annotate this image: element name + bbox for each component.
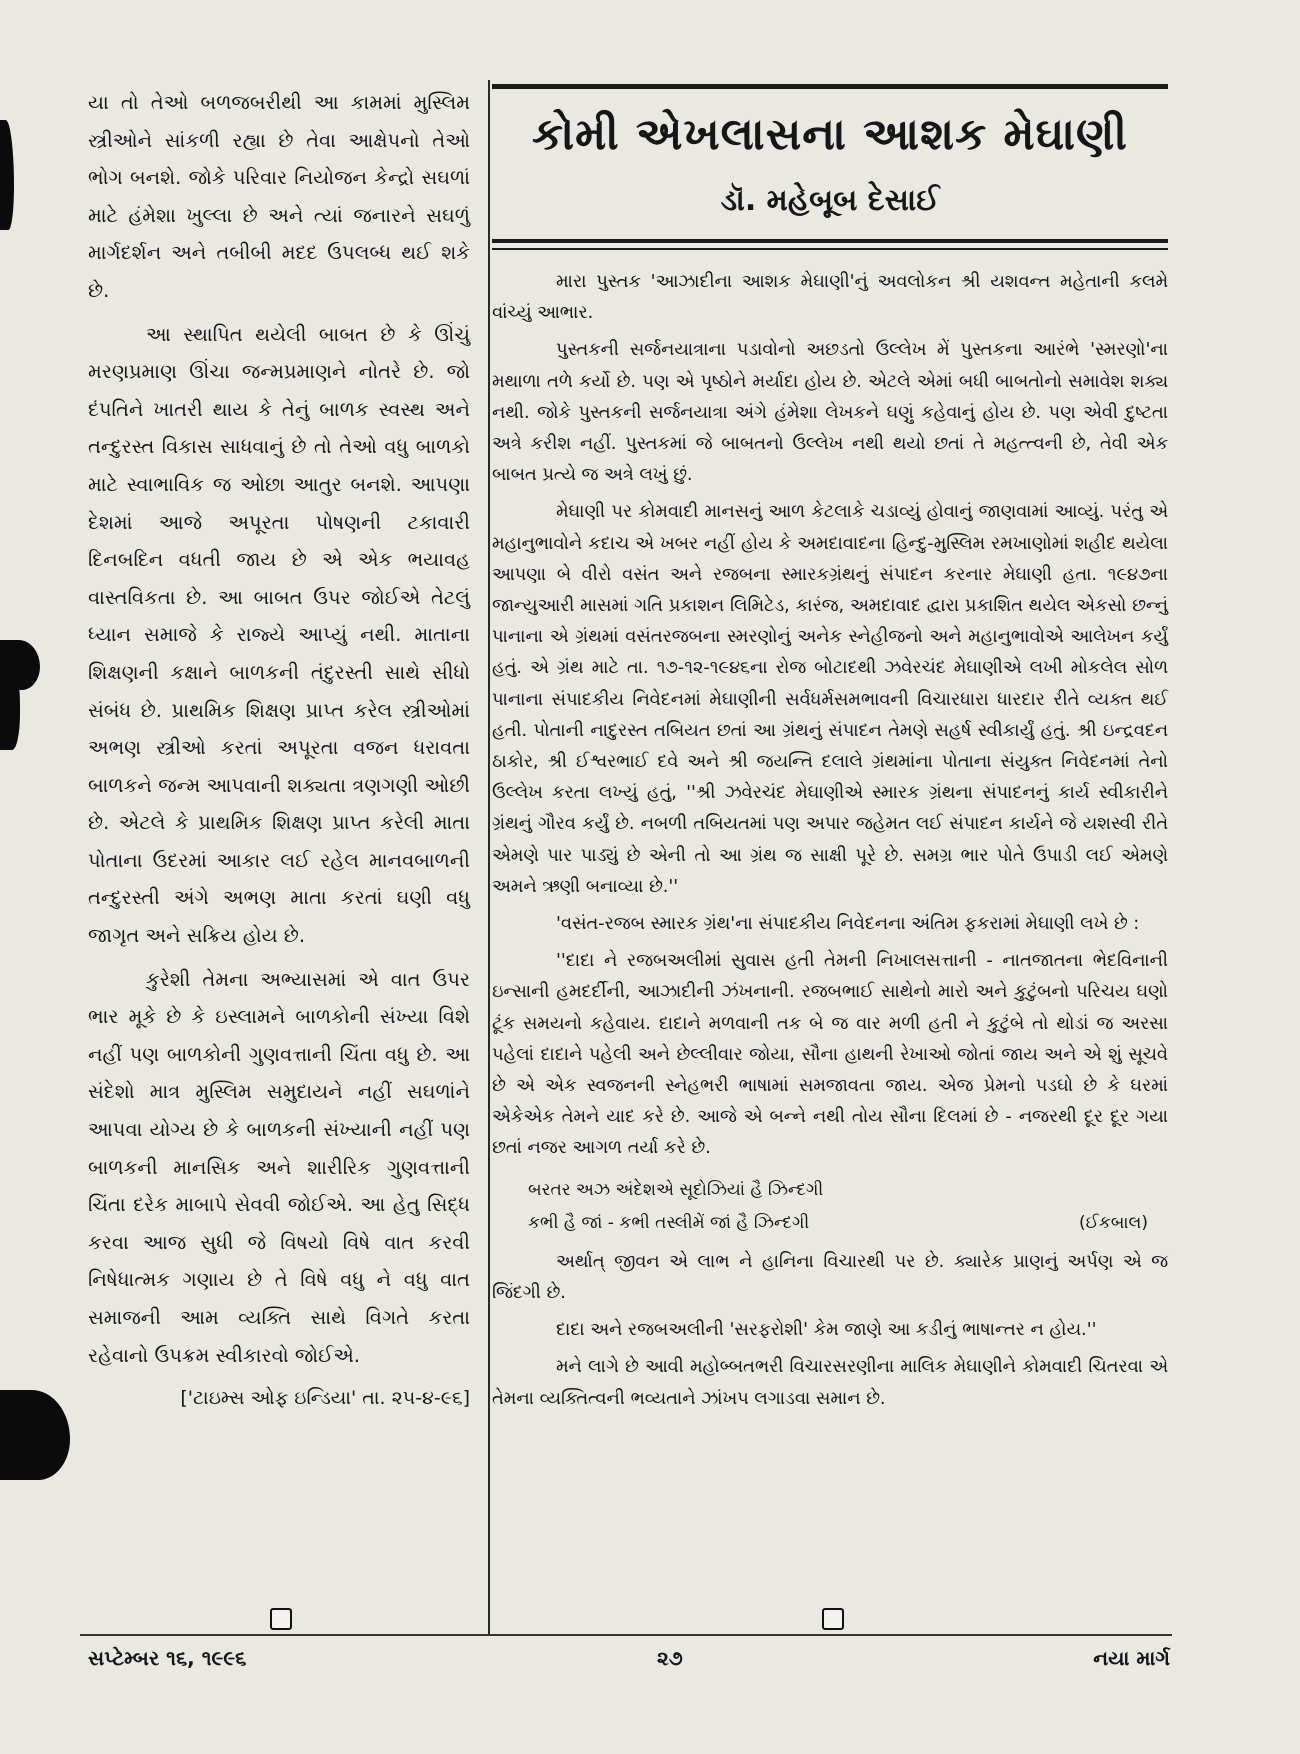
verse-line: કભી હૈ જાં - કભી તસ્લીમેં જાં હૈ ઝિન્દગી — [528, 1212, 810, 1233]
torn-edge-mark — [0, 120, 14, 230]
torn-edge-mark — [0, 660, 20, 750]
footer-rule — [80, 1634, 1172, 1636]
article-paragraph: મને લાગે છે આવી મહોબ્બતભરી વિચારસરણીના માલિક મેઘાણીને કોમવાદી ચિતરવા એ તેમના વ્યક્તિત્વની ભવ્યતાને ઝાંખપ લગાડવા સમાન છે. — [492, 1356, 1168, 1409]
end-mark-icon — [270, 1608, 292, 1630]
article-paragraph: મેઘાણી પર કોમવાદી માનસનું આળ કેટલાકે ચડાવ્યું હોવાનું જાણવામાં આવ્યું. પરંતુ એ મહાનુભાવોને કદાચ એ ખબર નહીં હોય કે અમદાવાદના હિન્દુ-મુસ્લિમ રમખાણોમાં શહીદ થયેલા આપણા બે વીરો વસંત અને રજબના સ્મારકગ્રંથનું સંપાદન કરનાર મેઘાણી હતા. ૧૯૪૭ના જાન્યુઆરી માસમાં ગતિ પ્રકાશન લિમિટેડ, કારંજ, અમદાવાદ દ્વારા પ્રકાશિત થયેલ એકસો છન્નું પાનાના એ ગ્રંથમાં વસંતરજબના સ્મરણોનું અનેક સ્નેહીજનો અને મહાનુભાવોએ આલેખન કર્યું હતું. એ ગ્રંથ માટે તા. ૧૭-૧૨-૧૯૪૬ના રોજ બોટાદથી ઝવેરચંદ મેઘાણીએ લખી મોકલેલ સોળ પાનાના સંપાદકીય નિવેદનમાં મેઘાણીની સર્વધર્મસમભાવની વિચારધારા ધારદાર રીતે વ્યક્ત થઈ હતી. પોતાની નાદુરસ્ત તબિયત છતાં આ ગ્રંથનું સંપાદન તેમણે સહર્ષ સ્વીકાર્યું હતું. શ્રી ઇન્દ્રવદન ઠાકોર, શ્રી ઈશ્વરભાઈ દવે અને શ્રી જયન્તિ દલાલે ગ્રંથમાંના પોતાના સંયુક્ત નિવેદનમાં તેનો ઉલ્લેખ કરતા લખ્યું હતું, ''શ્રી ઝવેરચંદ મેઘાણીએ સ્મારક ગ્રંથના સંપાદનનું કાર્ય સ્વીકારીને ગ્રંથનું ગૌરવ કર્યું છે. નબળી તબિયતમાં પણ અપાર જહેમત લઈ સંપાદન કાર્યને જે યશસ્વી રીતે એમણે પાર પાડ્યું છે એની તો આ ગ્રંથ જ સાક્ષી પૂરે છે. સમગ્ર ભાર પોતે ઉપાડી લઈ એમણે અમને ઋણી બનાવ્યા છે.'' — [492, 501, 1168, 897]
article-paragraph: પુસ્તકની સર્જનયાત્રાના પડાવોનો અછડતો ઉલ્લેખ મેં પુસ્તકના આરંભે 'સ્મરણો'ના મથાળા તળે કર્યો છે. પણ એ પૃષ્ઠોને મર્યાદા હોય છે. એટલે એમાં બધી બાબતોનો સમાવેશ શક્ય નથી. જોકે પુસ્તકની સર્જનયાત્રા અંગે હંમેશા લેખકને ઘણું કહેવાનું હોય છે. પણ એવી દુષ્ટતા અત્રે કરીશ નહીં. પુસ્તકમાં જે બાબતનો ઉલ્લેખ નથી થયો છતાં તે મહત્ત્વની છે, તેવી એક બાબત પ્રત્યે જ અત્રે લખું છું. — [492, 339, 1168, 486]
footer-publication: નયા માર્ગ — [1093, 1646, 1170, 1670]
article-title: કોમી એખલાસના આશક મેઘાણી — [532, 109, 1128, 160]
left-paragraph: યા તો તેઓ બળજબરીથી આ કામમાં મુસ્લિમ સ્ત્રીઓને સાંકળી રહ્યા છે તેવા આક્ષેપનો તેઓ ભોગ બનશે. જોકે પરિવાર નિયોજન કેન્દ્રો સઘળાં માટે હંમેશા ખુલ્લા છે અને ત્યાં જનારને સઘળું માર્ગદર્શન અને તબીબી મદદ ઉપલબ્ધ થઈ શકે છે. — [88, 91, 470, 302]
column-divider — [488, 80, 490, 1636]
footer-date: સપ્ટેમ્બર ૧૬, ૧૯૯૬ — [88, 1646, 247, 1670]
left-column — [88, 84, 470, 1418]
torn-edge-mark — [0, 1390, 70, 1480]
title-rule-bottom — [492, 239, 1168, 243]
footer-page-number: ૨૭ — [656, 1646, 683, 1670]
left-paragraph: આ સ્થાપિત થયેલી બાબત છે કે ઊંચું મરણપ્રમાણ ઊંચા જન્મપ્રમાણને નોતરે છે. જો દંપતિને ખાતરી થાય કે તેનું બાળક સ્વસ્થ અને તન્દુરસ્ત વિકાસ સાધવાનું છે તો તેઓ વધુ બાળકો માટે સ્વાભાવિક જ ઓછા આતુર બનશે. આપણા દેશમાં આજે અપૂરતા પોષણની ટકાવારી દિનબદિન વધતી જાય છે એ એક ભયાવહ વાસ્તવિકતા છે. આ બાબત ઉપર જોઈએ તેટલું ધ્યાન સમાજે કે રાજ્યે આપ્યું નથી. માતાના શિક્ષણની કક્ષાને બાળકની તંદુરસ્તી સાથે સીધો સંબંધ છે. પ્રાથમિક શિક્ષણ પ્રાપ્ત કરેલ સ્ત્રીઓમાં અભણ સ્ત્રીઓ કરતાં અપૂરતા વજન ધરાવતા બાળકને જન્મ આપવાની શક્યતા ત્રણગણી ઓછી છે. એટલે કે પ્રાથમિક શિક્ષણ પ્રાપ્ત કરેલી માતા પોતાના ઉદરમાં આકાર લઈ રહેલ માનવબાળની તન્દુરસ્તી અંગે અભણ માતા કરતાં ઘણી વધુ જાગૃત અને સક્રિય હોય છે. — [88, 322, 470, 948]
title-rule-top — [492, 84, 1168, 89]
left-paragraph: કુરેશી તેમના અભ્યાસમાં એ વાત ઉપર ભાર મૂકે છે કે ઇસ્લામને બાળકોની સંખ્યા વિશે નહીં પણ બાળકોની ગુણવત્તાની ચિંતા વધુ છે. આ સંદેશો માત્ર મુસ્લિમ સમુદાયને નહીં સઘળાંને આપવા યોગ્ય છે કે બાળકની સંખ્યાની નહીં પણ બાળકની માનસિક અને શારીરિક ગુણવત્તાની ચિંતા દરેક માબાપે સેવવી જોઈએ. આ હેતુ સિદ્ધ કરવા આજ સુધી જે વિષયો વિષે વાત કરવી નિષેધાત્મક ગણાય છે તે વિષે વધુ ને વધુ વાત સમાજની આમ વ્યક્તિ સાથે વિગતે કરતા રહેવાનો ઉપક્રમ સ્વીકારવો જોઈએ. — [88, 967, 470, 1367]
end-mark-icon — [822, 1608, 844, 1630]
title-rule-bottom-thin — [492, 248, 1168, 250]
article-paragraph: મારા પુસ્તક 'આઝાદીના આશક મેઘાણી'નું અવલોકન શ્રી યશવન્ત મહેતાની કલમે વાંચ્યું આભાર. — [492, 271, 1168, 324]
page-footer — [88, 1646, 1170, 1670]
verse-line: બરતર અઝ અંદેશએ સૂદોઝિયાં હૈ ઝિન્દગી — [528, 1179, 824, 1200]
article-paragraph: દાદા અને રજબઅલીની 'સરફરોશી' કેમ જાણે આ કડીનું ભાષાન્તર ન હોય.'' — [556, 1319, 1097, 1341]
verse-line-with-attribution — [528, 1207, 1168, 1240]
verse-block — [528, 1174, 1168, 1240]
article-body — [492, 266, 1168, 1414]
article — [492, 84, 1168, 1414]
article-paragraph: અર્થાત્ જીવન એ લાભ ને હાનિના વિચારથી પર છે. ક્યારેક પ્રાણનું અર્પણ એ જ જિંદગી છે. — [492, 1250, 1168, 1303]
article-paragraph: ''દાદા ને રજબઅલીમાં સુવાસ હતી તેમની નિખાલસત્તાની - નાતજાતના ભેદવિનાની ઇન્સાની હમદર્દીની, આઝાદીની ઝંખનાની. રજબભાઈ સાથેનો મારો અને કુટુંબનો પરિચય ઘણો ટૂંક સમયનો કહેવાય. દાદાને મળવાની તક બે જ વાર મળી હતી ને કુટુંબે તો થોડાં જ અરસા પહેલાં દાદાને પહેલી અને છેલ્લીવાર જોયા, સૌના હાથની રેખાઓ જોતાં જાય અને એ શું સૂચવે છે એ એક સ્વજનની સ્નેહભરી ભાષામાં સમજાવતા જાય. એજ પ્રેમનો પડઘો છે કે ઘરમાં એકેએક તેમને યાદ કરે છે. આજે એ બન્ને નથી તોય સૌના દિલમાં છે - નજરથી દૂર દૂર ગયા છતાં નજર આગળ તર્યા કરે છે. — [492, 950, 1168, 1159]
verse-attribution: (ઈકબાલ) — [1078, 1212, 1148, 1233]
source-citation: ['ટાઇમ્સ ઓફ ઇન્ડિયા' તા. ૨૫-૪-૯૬] — [180, 1387, 470, 1410]
article-author: ડૉ. મહેબૂબ દેસાઈ — [720, 183, 940, 218]
article-paragraph: 'વસંત-રજબ સ્મારક ગ્રંથ'ના સંપાદકીય નિવેદનના અંતિમ ફકરામાં મેઘાણી લખે છે : — [556, 913, 1140, 935]
